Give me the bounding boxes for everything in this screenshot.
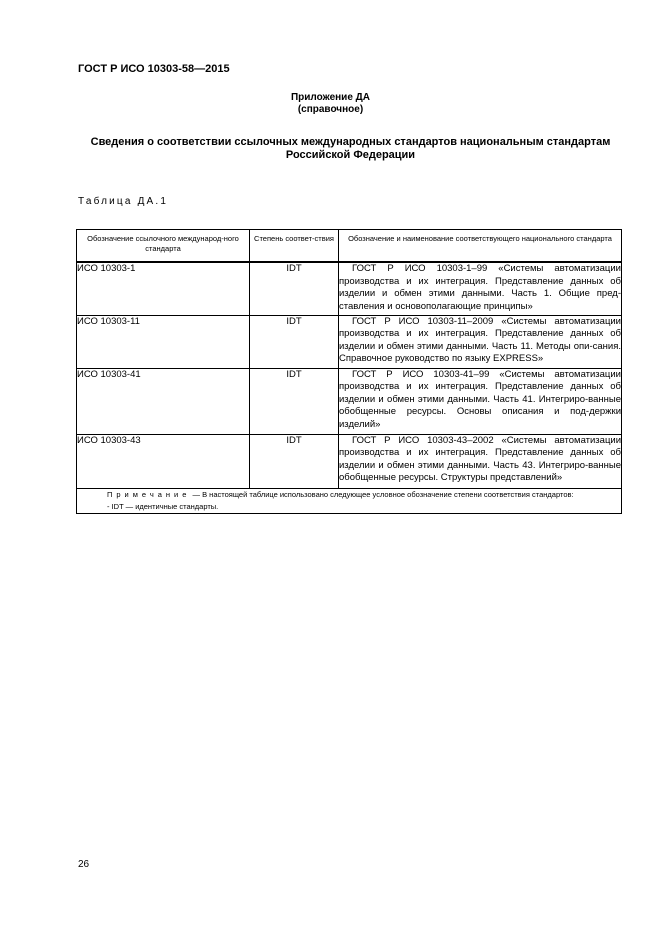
cell-degree: IDT (250, 315, 339, 368)
cell-national-standard: ГОСТ Р ИСО 10303-41–99 «Системы автоматизации производства и их интеграция. Представление данных об изделии и обмен этими данными. Часть 41. Интегриро-ванные обобщенные ресурсы. Основы описания и под-держки изделий» (339, 368, 622, 434)
appendix-title: Приложение ДА (290, 92, 371, 103)
table-row (77, 368, 622, 434)
note-text-block (77, 489, 621, 501)
table-caption: Таблица ДА.1 (78, 196, 169, 207)
note-dash: — (190, 489, 203, 499)
note-text: В настоящей таблице использовано следующее условное обозначение степени соответствия стандартов: (202, 489, 574, 499)
section-title (78, 136, 623, 162)
page-number: 26 (78, 859, 90, 870)
table-note-row (77, 488, 622, 513)
table-header-row (77, 230, 622, 263)
table-row (77, 315, 622, 368)
header-national-standard: Обозначение и наименование соответствующего национального стандарта (339, 230, 622, 263)
cell-degree: IDT (250, 262, 339, 315)
appendix-kind: (справочное) (297, 104, 364, 115)
cell-national-standard: ГОСТ Р ИСО 10303-11–2009 «Системы автоматизации производства и их интеграция. Представление данных об изделии и обмен этими данными. Часть 11. Методы опи-сания. Справочное руководство по языку EXPRESS» (339, 315, 622, 368)
cell-degree: IDT (250, 434, 339, 488)
header-degree: Степень соответ-ствия (250, 230, 339, 263)
cell-code: ИСО 10303-11 (77, 315, 250, 368)
section-title-line1: Сведения о соответствии ссылочных международных стандартов национальным стандартам (90, 136, 611, 148)
section-title-line2: Российской Федерации (285, 149, 416, 161)
appendix-heading (0, 92, 661, 116)
correspondence-table (76, 229, 622, 514)
document-header: ГОСТ Р ИСО 10303-58—2015 (78, 63, 230, 75)
table-note (77, 488, 622, 513)
header-international-standard: Обозначение ссылочного международ-ного стандарта (77, 230, 250, 263)
cell-code: ИСО 10303-1 (77, 262, 250, 315)
note-item: - IDT — идентичные стандарты. (107, 501, 219, 511)
table-row (77, 262, 622, 315)
cell-code: ИСО 10303-43 (77, 434, 250, 488)
cell-national-standard: ГОСТ Р ИСО 10303-43–2002 «Системы автоматизации производства и их интеграция. Представление данных об изделии и обмен этими данными. Часть 43. Интегриро-ванные обобщенные ресурсы. Структуры представлений» (339, 434, 622, 488)
cell-degree: IDT (250, 368, 339, 434)
cell-national-standard: ГОСТ Р ИСО 10303-1–99 «Системы автоматизации производства и их интеграция. Представление данных об изделии и обмен этими данными. Часть 1. Общие пред-ставления и основополагающие принципы» (339, 262, 622, 315)
cell-code: ИСО 10303-41 (77, 368, 250, 434)
table-row (77, 434, 622, 488)
note-label: Примечание (107, 489, 191, 499)
